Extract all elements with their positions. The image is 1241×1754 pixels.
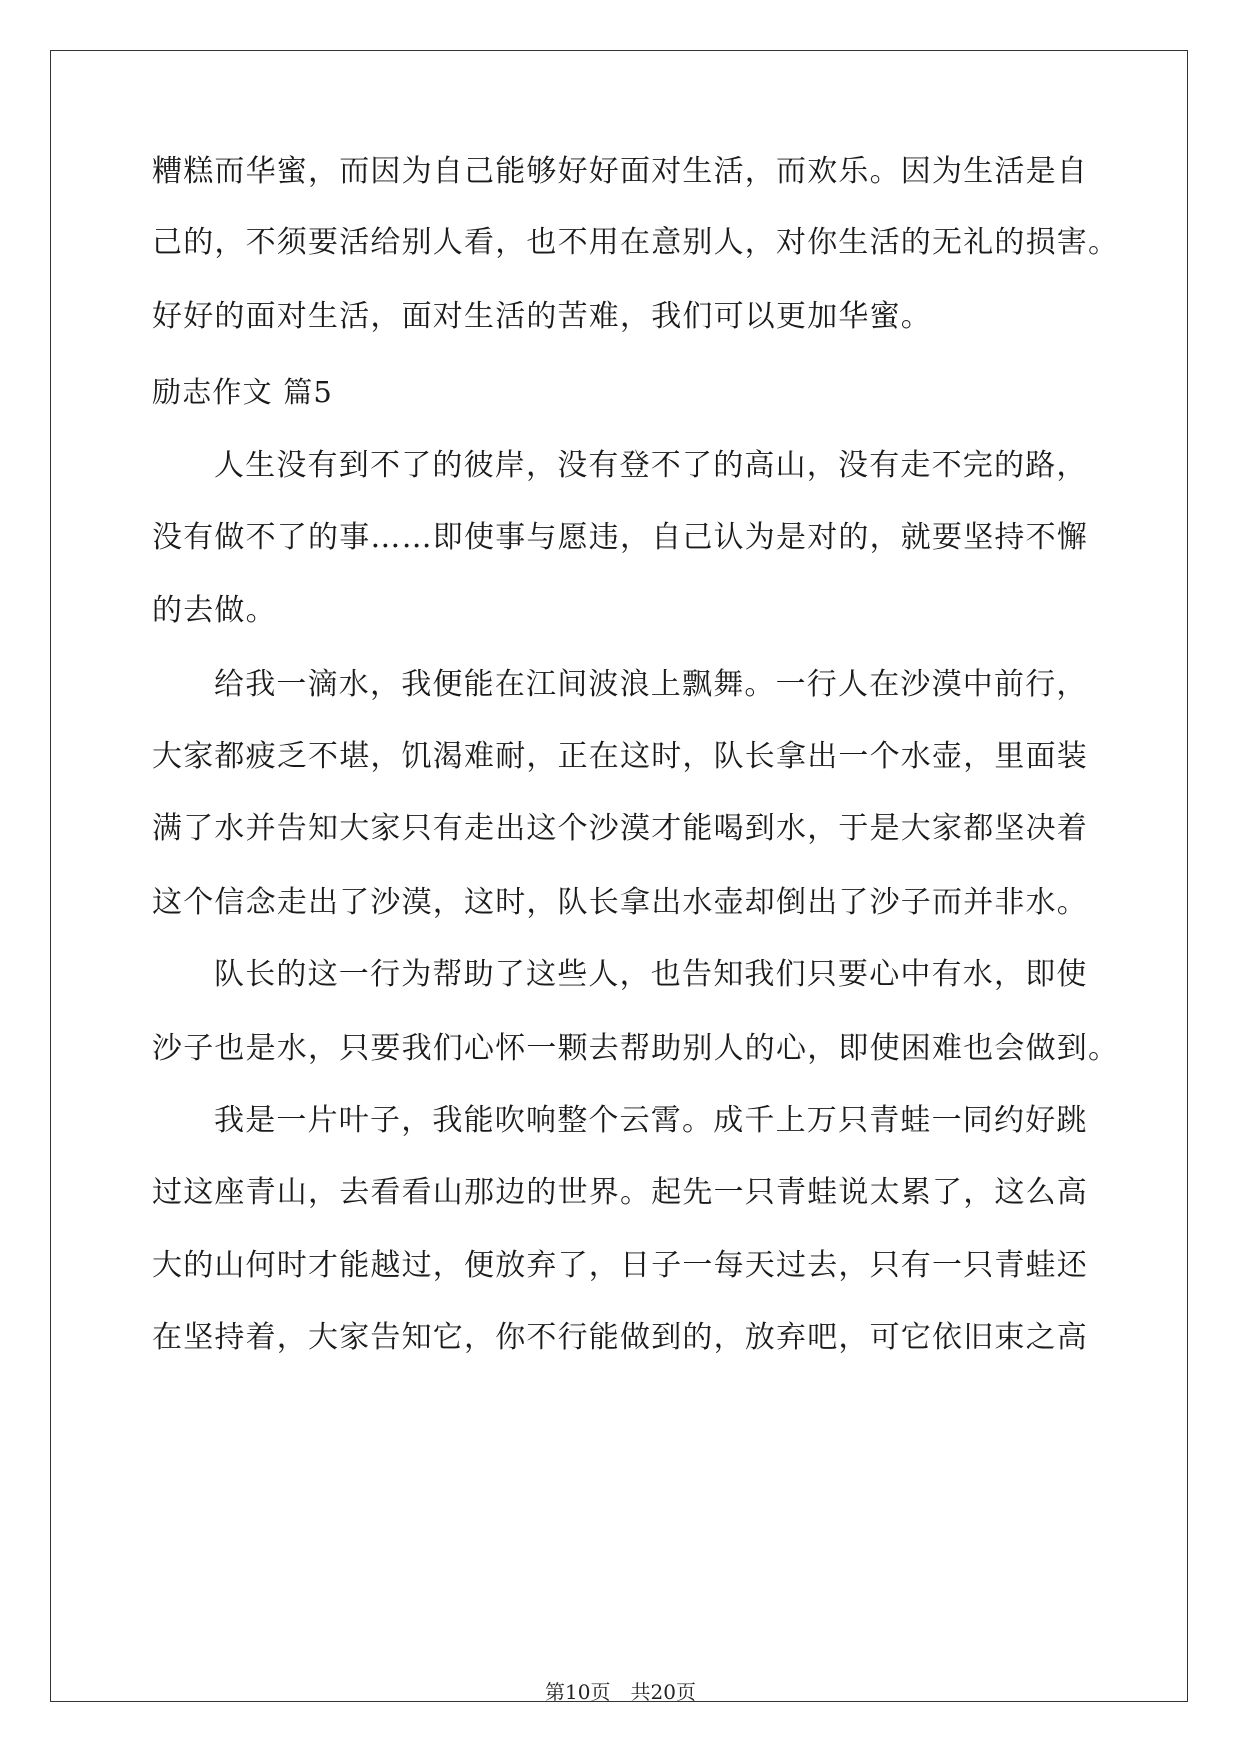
text-line: 的去做。 bbox=[152, 593, 277, 628]
text-line: 大的山何时才能越过，便放弃了，日子一每天过去，只有一只青蛙还 bbox=[152, 1248, 1088, 1283]
text-line: 沙子也是水，只要我们心怀一颗去帮助别人的心，即使困难也会做到。 bbox=[152, 1031, 1120, 1066]
text-line: 满了水并告知大家只有走出这个沙漠才能喝到水，于是大家都坚决着 bbox=[152, 811, 1088, 846]
text-line: 过这座青山，去看看山那边的世界。起先一只青蛙说太累了，这么高 bbox=[152, 1175, 1088, 1210]
text-line: 给我一滴水，我便能在江间波浪上飘舞。一行人在沙漠中前行， bbox=[214, 667, 1088, 702]
text-line: 糟糕而华蜜，而因为自己能够好好面对生活，而欢乐。因为生活是自 bbox=[152, 154, 1088, 189]
section-heading: 励志作文 篇5 bbox=[152, 375, 334, 409]
text-line: 好好的面对生活，面对生活的苦难，我们可以更加华蜜。 bbox=[152, 299, 932, 334]
text-line: 在坚持着，大家告知它，你不行能做到的，放弃吧，可它依旧束之高 bbox=[152, 1320, 1088, 1355]
page-footer bbox=[0, 1680, 1241, 1704]
page-number: 第10页 bbox=[545, 1680, 611, 1704]
text-line: 我是一片叶子，我能吹响整个云霄。成千上万只青蛙一同约好跳 bbox=[214, 1103, 1088, 1138]
page-total: 共20页 bbox=[630, 1680, 696, 1704]
text-line: 这个信念走出了沙漠，这时，队长拿出水壶却倒出了沙子而并非水。 bbox=[152, 885, 1088, 920]
text-line: 己的，不须要活给别人看，也不用在意别人，对你生活的无礼的损害。 bbox=[152, 225, 1120, 260]
text-line: 队长的这一行为帮助了这些人，也告知我们只要心中有水，即使 bbox=[214, 957, 1088, 992]
text-line: 人生没有到不了的彼岸，没有登不了的高山，没有走不完的路， bbox=[214, 448, 1088, 483]
text-line: 大家都疲乏不堪，饥渴难耐，正在这时，队长拿出一个水壶，里面装 bbox=[152, 739, 1088, 774]
text-line: 没有做不了的事……即使事与愿违，自己认为是对的，就要坚持不懈 bbox=[152, 520, 1088, 555]
